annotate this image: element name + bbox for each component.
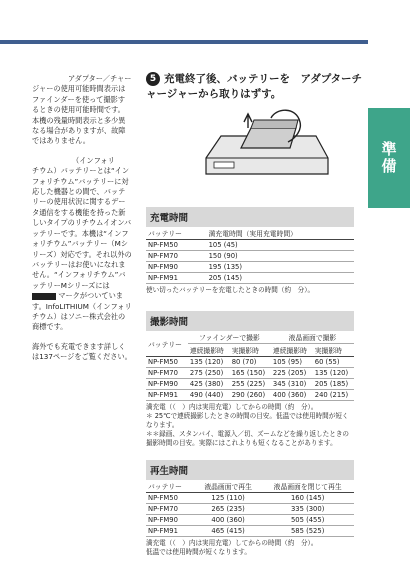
charge-time-table <box>146 227 354 284</box>
table-row: NP-FM91 490 (440) 290 (260) 400 (360) 240 (215) <box>146 390 354 401</box>
table-row: NP-FM90 400 (360) 505 (455) <box>146 515 354 526</box>
table-row: NP-FM90 195 (135) <box>146 262 354 273</box>
record-note-3: ＊＊録画、スタンバイ、電源入／切、ズームなどを繰り返したときの撮影時間の目安。実際にはこれよりも短くなることがあります。 <box>146 430 350 447</box>
infolithium-note-body: チウム）バッテリーとは“インフォリチウム”バッテリーに対応した機器との間で、バッテリーの使用状況に関するデータ通信をする機能を持った新しいタイプのリチウムイオンバッテリーです。本機は“インフォリチウム”バッテリー（Mシリーズ）対応です。それ以外のバッテリーはお使いになれません。“インフォリチウム”バッテリーMシリーズには <box>32 166 132 290</box>
col-lcd-open: 液晶画面で再生 <box>195 480 261 493</box>
table-row: NP-FM50 135 (120) 80 (70) 105 (95) 60 (55) <box>146 357 354 368</box>
record-note-2: ＊ 25℃で連続撮影したときの時間の目安。低温では使用時間が短くなります。 <box>146 412 349 429</box>
section-tab <box>368 108 410 208</box>
table-row: NP-FM91 465 (415) 585 (525) <box>146 526 354 537</box>
play-note-1: 満充電（（ ）内は実用充電）してからの時間（約 分）。 <box>146 539 318 547</box>
col-full-charge: 満充電時間（実用充電時間） <box>207 227 354 240</box>
play-time-section <box>146 460 354 557</box>
charge-note: 使い切ったバッテリーを充電したときの時間（約 分）。 <box>146 286 315 294</box>
table-row: NP-FM91 205 (145) <box>146 273 354 284</box>
record-time-table <box>146 331 354 401</box>
table-row: NP-FM50 105 (45) <box>146 240 354 251</box>
step-number: 5 <box>146 72 160 86</box>
step-text: 充電終了後、バッテリーを アダプターチャージャーから取りはずす。 <box>146 73 363 100</box>
charge-time-section <box>146 207 354 295</box>
infolithium-note-tail: マークがついています。InfoLITHIUM（インフォリチウム）はソニー株式会社の商標です。 <box>32 291 132 332</box>
table-row: NP-FM50 125 (110) 160 (145) <box>146 493 354 504</box>
col-typical: 実撮影時 <box>313 344 354 357</box>
table-row: NP-FM70 265 (235) 335 (300) <box>146 504 354 515</box>
infolithium-mark-icon <box>32 293 56 300</box>
infolithium-note-head: （インフォリ <box>72 155 115 165</box>
step-5 <box>146 72 366 102</box>
col-continuous: 連続撮影時 <box>188 344 230 357</box>
infolithium-note <box>32 156 132 333</box>
col-typical: 実撮影時 <box>230 344 271 357</box>
col-battery: バッテリー <box>146 227 207 240</box>
table-row: NP-FM70 275 (250) 165 (150) 225 (205) 135 (120) <box>146 368 354 379</box>
col-lcd: 液晶画面で撮影 <box>271 331 354 344</box>
play-time-heading: 再生時間 <box>146 460 354 480</box>
record-time-heading: 撮影時間 <box>146 311 354 331</box>
col-battery: バッテリー <box>146 331 188 357</box>
section-tab-label: 準備 <box>379 141 398 175</box>
col-lcd-closed: 液晶画面を閉じて再生 <box>261 480 354 493</box>
record-note-1: 満充電（（ ）内は実用充電）してからの時間（約 分）。 <box>146 403 318 411</box>
left-notes <box>32 74 132 372</box>
table-row: NP-FM90 425 (380) 255 (225) 345 (310) 205 (185) <box>146 379 354 390</box>
play-time-table <box>146 480 354 537</box>
table-row: NP-FM70 150 (90) <box>146 251 354 262</box>
adapter-note: アダプター／チャージャーの使用可能時間表示はファインダーを使って撮影するときの使用可能時間です。本機の残量時間表示と多少異なる場合がありますが、故障ではありません。 <box>32 74 132 146</box>
overseas-note: 海外でも充電できます詳しくは137ページをご覧ください。 <box>32 341 132 362</box>
record-time-section <box>146 311 354 448</box>
col-continuous: 連続撮影時 <box>271 344 313 357</box>
charge-time-heading: 充電時間 <box>146 207 354 227</box>
top-rule <box>0 40 368 44</box>
col-finder: ファインダーで撮影 <box>188 331 271 344</box>
play-note-2: 低温では使用時間が短くなります。 <box>146 548 251 556</box>
col-battery: バッテリー <box>146 480 195 493</box>
charger-illustration <box>196 108 336 186</box>
